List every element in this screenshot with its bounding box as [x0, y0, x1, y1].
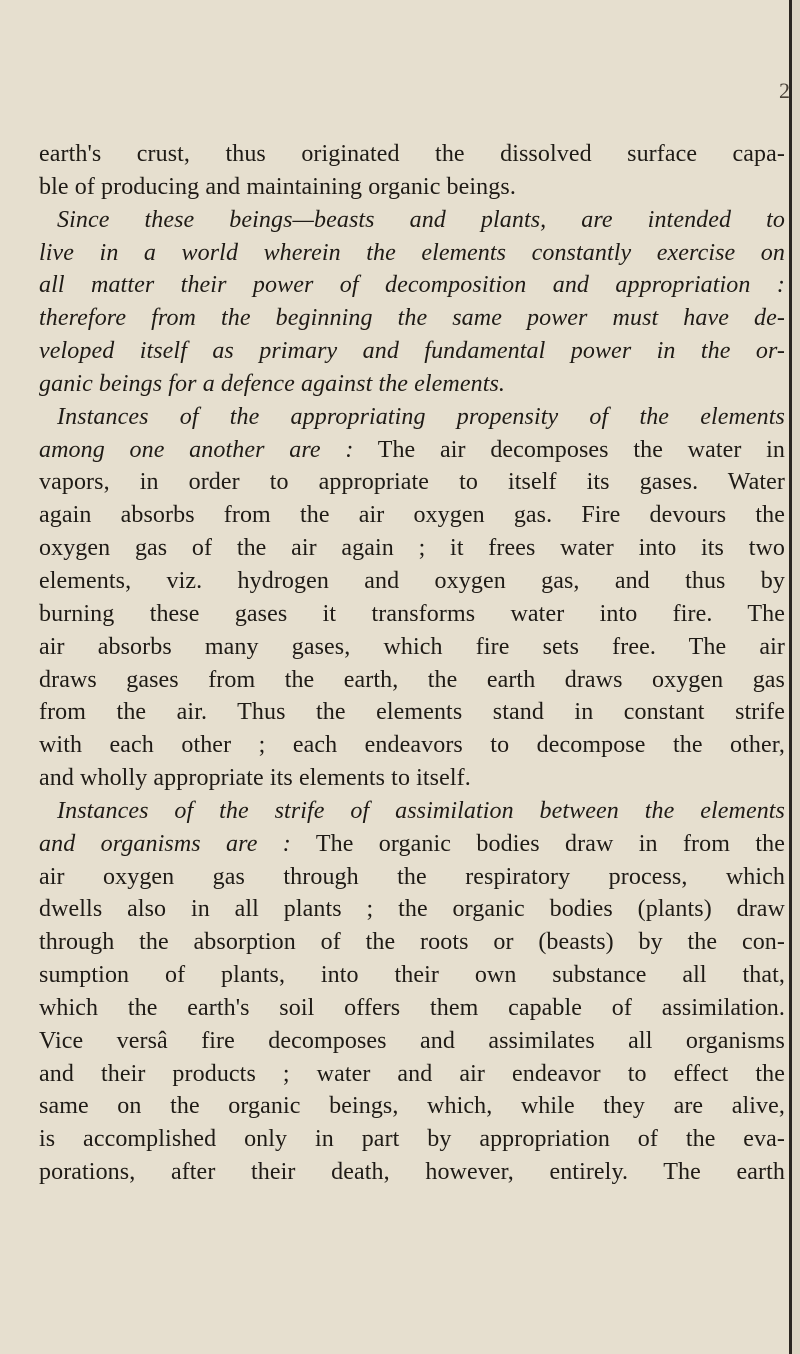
text-line: earth's crust, thus originated the dissolved surface capa-: [39, 141, 785, 167]
text-line: dwells also in all plants ; the organic bodies (plants) draw: [39, 896, 785, 923]
text-line: ganic beings for a defence against the elements.: [39, 370, 506, 397]
text-line: burning these gases it transforms water into fire. The: [39, 600, 785, 627]
heading-italic: and organisms are :: [39, 830, 291, 857]
text-line: Since these beings—beasts and plants, are intended to: [57, 206, 785, 233]
text-line: same on the organic beings, which, while they are alive,: [39, 1093, 785, 1120]
text-line: all matter their power of decomposition and appropriation :: [39, 272, 785, 299]
text-line: with each other ; each endeavors to decompose the other,: [39, 732, 785, 759]
heading-italic: Instances of the appropriating propensity of the elements: [57, 403, 785, 430]
text-normal: The organic bodies draw in from the: [290, 830, 785, 857]
text-normal: The air decomposes the water in: [353, 436, 785, 463]
text-line: and wholly appropriate its elements to itself.: [39, 765, 471, 792]
text-line: [39, 795, 785, 828]
text-line: therefore from the beginning the same power must have de-: [39, 305, 785, 332]
text-line: which the earth's soil offers them capable of assimilation.: [39, 994, 785, 1021]
text-line: vapors, in order to appropriate to itself its gases. Water: [39, 469, 785, 496]
text-line: veloped itself as primary and fundamental power in the or-: [39, 338, 785, 365]
text-line: and their products ; water and air endeavor to effect the: [39, 1060, 785, 1087]
text-line: elements, viz. hydrogen and oxygen gas, and thus by: [39, 567, 785, 594]
text-line: air absorbs many gases, which fire sets free. The air: [39, 633, 785, 660]
text-line: draws gases from the earth, the earth draws oxygen gas: [39, 666, 785, 693]
text-line: from the air. Thus the elements stand in constant strife: [39, 699, 785, 726]
text-line: [39, 434, 785, 467]
body-text: [39, 138, 785, 1189]
text-line: through the absorption of the roots or (beasts) by the con-: [39, 929, 785, 956]
page-number: 2: [779, 78, 790, 103]
heading-italic: among one another are :: [39, 436, 354, 463]
text-line: [39, 401, 785, 434]
text-line: oxygen gas of the air again ; it frees water into its two: [39, 535, 785, 562]
text-line: Vice versâ fire decomposes and assimilates all organisms: [39, 1027, 785, 1054]
text-line: again absorbs from the air oxygen gas. Fire devours the: [39, 502, 785, 529]
text-line: sumption of plants, into their own substance all that,: [39, 962, 785, 989]
text-line: [39, 828, 785, 861]
text-line: live in a world wherein the elements constantly exercise on: [39, 239, 785, 266]
text-line: ble of producing and maintaining organic beings.: [39, 173, 516, 200]
text-line: porations, after their death, however, entirely. The earth: [39, 1159, 785, 1186]
text-line: air oxygen gas through the respiratory process, which: [39, 863, 785, 890]
text-line: is accomplished only in part by appropriation of the eva-: [39, 1126, 785, 1153]
heading-italic: Instances of the strife of assimilation between the elements: [57, 797, 785, 824]
